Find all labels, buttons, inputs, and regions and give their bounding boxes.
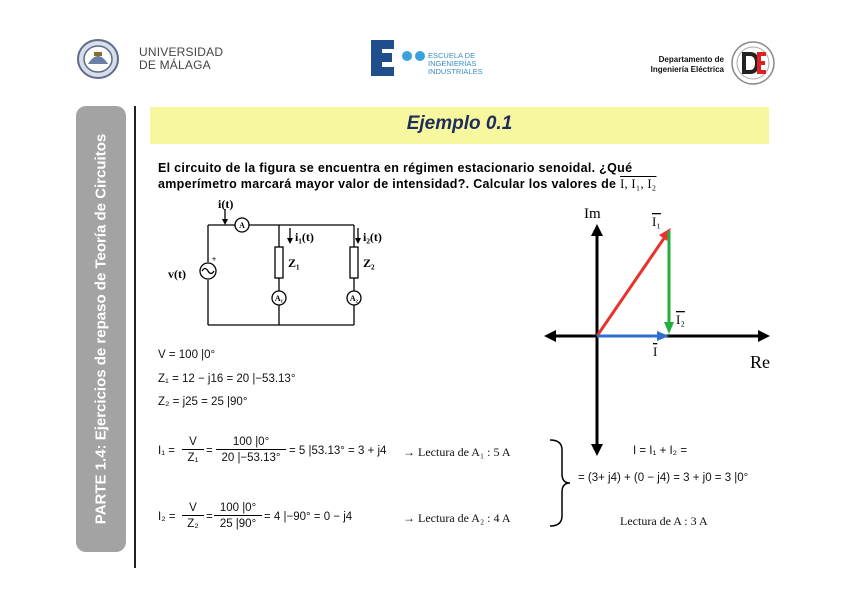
circuit-i-label: i(t) [218, 198, 234, 211]
im-axis-arrow-up [591, 224, 603, 236]
re-axis-arrow-right [758, 330, 770, 342]
im-axis-label: Im [584, 206, 601, 222]
equation-i2-lhs: I₂ = [158, 511, 176, 523]
phasor-label-i1: I₁ [652, 214, 661, 229]
phasor-i2-head [664, 322, 674, 334]
circuit-i1-label: i₁(t) [295, 230, 314, 244]
equation-i2-frac2-den: 25 |90° [219, 518, 257, 530]
source-plus-sign: + [211, 255, 217, 264]
equation-i1-reading: → Lectura de A₁ : 5 A [403, 445, 511, 459]
problem-vars: I, I₁, I₂ [620, 177, 657, 191]
content-divider [134, 106, 136, 568]
equation-v: V = 100 |0° [158, 349, 216, 361]
im-axis-arrow-down [591, 444, 603, 456]
university-logo-icon [70, 38, 130, 80]
equation-i2-frac2 [214, 502, 262, 530]
equation-i1-rhs: = 5 |53.13° = 3 + j4 [289, 445, 387, 457]
university-line-2: DE MÁLAGA [139, 58, 211, 72]
circuit-z2-label: Z₂ [363, 256, 375, 270]
problem-line-1: El circuito de la figura se encuentra en régimen estacionario senoidal. ¿Qué [158, 161, 633, 175]
equation-i2-rhs: = 4 |−90° = 0 − j4 [264, 511, 353, 523]
equation-sum-line-2: = (3+ j4) + (0 − j4) = 3 + j0 = 3 |0° [578, 472, 749, 484]
reading-total: Lectura de A : 3 A [620, 514, 708, 528]
school-name [428, 52, 483, 76]
circuit-diagram [160, 198, 400, 333]
department-name [624, 55, 724, 75]
phasor-label-i2: I₂ [676, 312, 685, 327]
re-axis-label: Re [750, 352, 770, 372]
phasor-label-i: I [653, 344, 658, 359]
school-line-3: INDUSTRIALES [428, 67, 483, 76]
equation-z2: Z₂ = j25 = 25 |90° [158, 396, 248, 408]
department-line-2: Ingeniería Eléctrica [650, 65, 724, 74]
slide-title: Ejemplo 0.1 [406, 113, 513, 134]
sidebar-title: PARTE 1.4: Ejercicios de repaso de Teoría de Circuitos [92, 133, 110, 525]
equation-i1-frac2-den: 20 |−53.13° [221, 452, 281, 464]
university-name [139, 46, 223, 72]
circuit-source-label: v(t) [168, 267, 186, 281]
university-line-1: UNIVERSIDAD [139, 45, 224, 59]
school-logo-icon [368, 36, 428, 80]
school-line-2: INGENIERÍAS [428, 59, 477, 68]
equation-i1-frac1-num: V [182, 436, 204, 450]
phasor-diagram [538, 200, 788, 465]
phasor-i1 [597, 231, 669, 336]
equation-i1-frac1-den: Z₁ [187, 452, 199, 464]
problem-line-2 [158, 176, 772, 192]
department-logo-icon [730, 40, 776, 86]
ammeter-a2: A₂ [349, 294, 359, 303]
equation-i2-frac1 [182, 502, 204, 530]
equation-i2-frac2-num: 100 |0° [214, 502, 262, 516]
school-line-1: ESCUELA DE [428, 51, 476, 60]
equation-z1: Z₁ = 12 − j16 = 20 |−53.13° [158, 373, 296, 385]
equation-i2-frac1-den: Z₂ [187, 518, 199, 530]
circuit-z1-label: Z₁ [288, 256, 300, 270]
department-line-1: Departamento de [658, 55, 724, 64]
equation-i2-reading: → Lectura de A₂ : 4 A [403, 511, 511, 525]
circuit-i2-label: i₂(t) [363, 230, 382, 244]
problem-statement [158, 160, 772, 192]
ammeter-a: A [239, 221, 245, 230]
ammeter-a1: A₁ [274, 294, 284, 303]
equation-i2-frac1-num: V [182, 502, 204, 516]
phasor-i-head [657, 331, 669, 341]
problem-line-2-text: amperímetro marcará mayor valor de intensidad?. Calcular los valores de [158, 177, 617, 191]
equation-i1-frac2 [216, 436, 286, 464]
re-axis-arrow-left [544, 330, 556, 342]
equation-i1-lhs: I₁ = [158, 445, 175, 457]
equation-i1-frac2-num: 100 |0° [216, 436, 286, 450]
brace-icon [548, 438, 572, 528]
equation-sum-line-1: I = I₁ + I₂ = [633, 445, 688, 457]
equation-i1-frac1 [182, 436, 204, 464]
